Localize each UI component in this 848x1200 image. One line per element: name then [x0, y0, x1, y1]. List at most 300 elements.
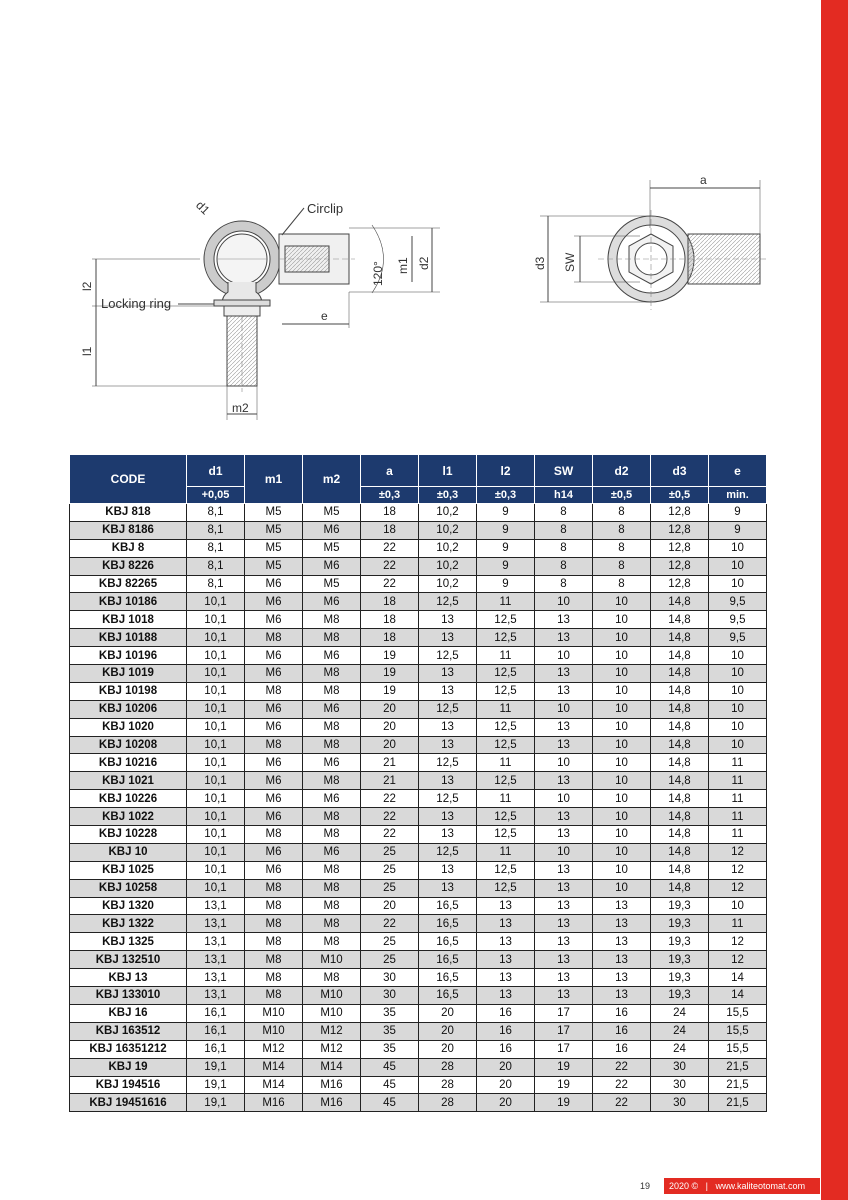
- cell-code: KBJ 1022: [70, 808, 187, 826]
- cell-d1: 10,1: [187, 790, 245, 808]
- cell-d2: 10: [593, 879, 651, 897]
- cell-code: KBJ 10216: [70, 754, 187, 772]
- cell-m1: M5: [245, 557, 303, 575]
- cell-l1: 12,5: [419, 593, 477, 611]
- cell-d1: 10,1: [187, 843, 245, 861]
- cell-sw: 17: [535, 1004, 593, 1022]
- cell-e: 9,5: [709, 593, 767, 611]
- cell-m1: M8: [245, 736, 303, 754]
- tolerance-d2: ±0,5: [593, 487, 651, 504]
- cell-m2: M6: [303, 557, 361, 575]
- cell-l1: 16,5: [419, 951, 477, 969]
- cell-e: 10: [709, 682, 767, 700]
- cell-d2: 22: [593, 1076, 651, 1094]
- table-row: [70, 969, 767, 987]
- cell-m1: M6: [245, 790, 303, 808]
- cell-e: 12: [709, 951, 767, 969]
- cell-m1: M8: [245, 682, 303, 700]
- table-row: [70, 647, 767, 665]
- label-d2: d2: [417, 256, 431, 270]
- cell-l2: 11: [477, 647, 535, 665]
- cell-m2: M12: [303, 1022, 361, 1040]
- cell-sw: 13: [535, 933, 593, 951]
- cell-sw: 13: [535, 897, 593, 915]
- cell-sw: 17: [535, 1022, 593, 1040]
- cell-d1: 10,1: [187, 665, 245, 683]
- cell-l2: 12,5: [477, 861, 535, 879]
- cell-d3: 30: [651, 1076, 709, 1094]
- cell-m2: M8: [303, 611, 361, 629]
- cell-l2: 12,5: [477, 665, 535, 683]
- cell-l2: 11: [477, 593, 535, 611]
- cell-code: KBJ 1019: [70, 665, 187, 683]
- cell-sw: 13: [535, 682, 593, 700]
- cell-d2: 16: [593, 1040, 651, 1058]
- cell-d3: 12,8: [651, 557, 709, 575]
- cell-m1: M6: [245, 611, 303, 629]
- cell-e: 15,5: [709, 1004, 767, 1022]
- cell-e: 9: [709, 521, 767, 539]
- table-row: [70, 754, 767, 772]
- footer-website[interactable]: www.kaliteotomat.com: [715, 1181, 806, 1191]
- table-row: [70, 951, 767, 969]
- cell-l2: 9: [477, 575, 535, 593]
- table-row: [70, 1022, 767, 1040]
- dimensions-table: [69, 454, 767, 1112]
- cell-l1: 13: [419, 772, 477, 790]
- table-row: [70, 1004, 767, 1022]
- cell-m2: M8: [303, 808, 361, 826]
- cell-a: 18: [361, 504, 419, 522]
- cell-sw: 10: [535, 593, 593, 611]
- cell-sw: 13: [535, 879, 593, 897]
- cell-m1: M8: [245, 826, 303, 844]
- cell-code: KBJ 1018: [70, 611, 187, 629]
- cell-m1: M6: [245, 843, 303, 861]
- cell-m1: M14: [245, 1058, 303, 1076]
- cell-sw: 17: [535, 1040, 593, 1058]
- cell-d2: 8: [593, 521, 651, 539]
- cell-code: KBJ 82265: [70, 575, 187, 593]
- cell-a: 30: [361, 987, 419, 1005]
- cell-a: 45: [361, 1058, 419, 1076]
- cell-e: 12: [709, 879, 767, 897]
- cell-l2: 13: [477, 915, 535, 933]
- cell-l2: 12,5: [477, 682, 535, 700]
- cell-e: 21,5: [709, 1094, 767, 1112]
- footer-copyright: 2020 ©: [669, 1181, 699, 1191]
- cell-a: 22: [361, 808, 419, 826]
- front-view: [540, 180, 768, 310]
- cell-l1: 10,2: [419, 521, 477, 539]
- cell-d2: 10: [593, 861, 651, 879]
- label-locking-ring: Locking ring: [101, 296, 172, 311]
- cell-l2: 20: [477, 1058, 535, 1076]
- table-row: [70, 1094, 767, 1112]
- cell-d1: 13,1: [187, 951, 245, 969]
- cell-a: 18: [361, 593, 419, 611]
- header-l1: l1: [419, 455, 477, 487]
- cell-a: 18: [361, 629, 419, 647]
- cell-a: 18: [361, 611, 419, 629]
- cell-m1: M8: [245, 987, 303, 1005]
- cell-sw: 10: [535, 790, 593, 808]
- cell-code: KBJ 194516: [70, 1076, 187, 1094]
- cell-m1: M6: [245, 665, 303, 683]
- cell-m1: M8: [245, 969, 303, 987]
- table-row: [70, 575, 767, 593]
- cell-l1: 16,5: [419, 915, 477, 933]
- cell-code: KBJ 1020: [70, 718, 187, 736]
- cell-d3: 14,8: [651, 700, 709, 718]
- cell-d2: 10: [593, 682, 651, 700]
- cell-code: KBJ 133010: [70, 987, 187, 1005]
- cell-d2: 16: [593, 1004, 651, 1022]
- cell-m2: M8: [303, 861, 361, 879]
- cell-l1: 13: [419, 718, 477, 736]
- cell-l2: 16: [477, 1004, 535, 1022]
- cell-a: 25: [361, 861, 419, 879]
- cell-sw: 8: [535, 575, 593, 593]
- cell-d3: 14,8: [651, 665, 709, 683]
- cell-m2: M8: [303, 772, 361, 790]
- cell-d1: 8,1: [187, 521, 245, 539]
- cell-d2: 13: [593, 987, 651, 1005]
- cell-m2: M6: [303, 521, 361, 539]
- cell-m2: M10: [303, 951, 361, 969]
- cell-code: KBJ 818: [70, 504, 187, 522]
- cell-code: KBJ 13: [70, 969, 187, 987]
- header-a: a: [361, 455, 419, 487]
- cell-m2: M10: [303, 1004, 361, 1022]
- cell-l1: 12,5: [419, 647, 477, 665]
- cell-e: 10: [709, 897, 767, 915]
- cell-m1: M8: [245, 879, 303, 897]
- cell-code: KBJ 16351212: [70, 1040, 187, 1058]
- cell-m2: M14: [303, 1058, 361, 1076]
- cell-d3: 12,8: [651, 575, 709, 593]
- cell-m1: M8: [245, 629, 303, 647]
- cell-d3: 14,8: [651, 593, 709, 611]
- cell-d2: 10: [593, 611, 651, 629]
- cell-l2: 12,5: [477, 772, 535, 790]
- cell-e: 12: [709, 861, 767, 879]
- cell-l2: 12,5: [477, 718, 535, 736]
- cell-l2: 11: [477, 843, 535, 861]
- cell-d2: 10: [593, 826, 651, 844]
- cell-a: 22: [361, 539, 419, 557]
- cell-a: 25: [361, 879, 419, 897]
- cell-d2: 13: [593, 897, 651, 915]
- cell-d2: 10: [593, 808, 651, 826]
- cell-l2: 13: [477, 933, 535, 951]
- cell-d2: 10: [593, 790, 651, 808]
- cell-d1: 10,1: [187, 754, 245, 772]
- table-row: [70, 1040, 767, 1058]
- cell-m2: M10: [303, 987, 361, 1005]
- cell-d2: 22: [593, 1058, 651, 1076]
- cell-sw: 10: [535, 754, 593, 772]
- cell-sw: 13: [535, 826, 593, 844]
- cell-a: 20: [361, 718, 419, 736]
- table-row: [70, 504, 767, 522]
- cell-e: 14: [709, 987, 767, 1005]
- cell-l1: 10,2: [419, 575, 477, 593]
- cell-d2: 10: [593, 843, 651, 861]
- cell-d1: 10,1: [187, 736, 245, 754]
- cell-code: KBJ 1320: [70, 897, 187, 915]
- table-row: [70, 700, 767, 718]
- cell-l2: 12,5: [477, 629, 535, 647]
- cell-a: 20: [361, 736, 419, 754]
- cell-a: 25: [361, 843, 419, 861]
- cell-m1: M6: [245, 718, 303, 736]
- cell-l2: 9: [477, 539, 535, 557]
- cell-d2: 10: [593, 647, 651, 665]
- cell-m1: M16: [245, 1094, 303, 1112]
- label-l1: l1: [80, 346, 94, 356]
- cell-l1: 16,5: [419, 987, 477, 1005]
- cell-sw: 8: [535, 557, 593, 575]
- cell-m1: M5: [245, 521, 303, 539]
- cell-d3: 12,8: [651, 521, 709, 539]
- cell-d1: 19,1: [187, 1094, 245, 1112]
- header-e: e: [709, 455, 767, 487]
- cell-sw: 13: [535, 629, 593, 647]
- cell-l2: 13: [477, 951, 535, 969]
- cell-d3: 14,8: [651, 861, 709, 879]
- cell-m2: M5: [303, 539, 361, 557]
- cell-m2: M6: [303, 754, 361, 772]
- cell-m1: M6: [245, 861, 303, 879]
- cell-d2: 13: [593, 951, 651, 969]
- cell-l1: 28: [419, 1076, 477, 1094]
- footer-separator: |: [705, 1181, 709, 1191]
- tolerance-d1: +0,05: [187, 487, 245, 504]
- cell-l1: 12,5: [419, 843, 477, 861]
- cell-sw: 13: [535, 987, 593, 1005]
- cell-d2: 16: [593, 1022, 651, 1040]
- cell-e: 10: [709, 700, 767, 718]
- cell-a: 19: [361, 665, 419, 683]
- table-row: [70, 861, 767, 879]
- cell-d3: 14,8: [651, 736, 709, 754]
- cell-sw: 13: [535, 808, 593, 826]
- cell-d2: 10: [593, 718, 651, 736]
- cell-code: KBJ 10258: [70, 879, 187, 897]
- table-row: [70, 826, 767, 844]
- label-a: a: [700, 173, 707, 187]
- table-row: [70, 539, 767, 557]
- cell-m2: M5: [303, 575, 361, 593]
- cell-m2: M8: [303, 629, 361, 647]
- cell-l1: 13: [419, 682, 477, 700]
- cell-d3: 12,8: [651, 504, 709, 522]
- cell-code: KBJ 8226: [70, 557, 187, 575]
- cell-code: KBJ 16: [70, 1004, 187, 1022]
- cell-m2: M8: [303, 736, 361, 754]
- cell-d2: 8: [593, 504, 651, 522]
- label-m1: m1: [396, 257, 410, 274]
- table-row: [70, 879, 767, 897]
- table-row: [70, 521, 767, 539]
- side-view: [92, 208, 440, 420]
- cell-d1: 13,1: [187, 969, 245, 987]
- label-sw: SW: [563, 252, 577, 272]
- header-sw: SW: [535, 455, 593, 487]
- cell-d2: 13: [593, 915, 651, 933]
- header-d3: d3: [651, 455, 709, 487]
- cell-l1: 13: [419, 665, 477, 683]
- cell-m2: M8: [303, 969, 361, 987]
- cell-m1: M6: [245, 593, 303, 611]
- cell-d3: 12,8: [651, 539, 709, 557]
- footer-bar: [664, 1178, 820, 1194]
- cell-e: 12: [709, 933, 767, 951]
- side-accent-bar: [821, 0, 848, 1200]
- cell-sw: 13: [535, 969, 593, 987]
- cell-code: KBJ 10186: [70, 593, 187, 611]
- cell-a: 35: [361, 1004, 419, 1022]
- cell-d3: 19,3: [651, 915, 709, 933]
- cell-l2: 13: [477, 897, 535, 915]
- cell-a: 35: [361, 1022, 419, 1040]
- cell-d1: 10,1: [187, 700, 245, 718]
- cell-code: KBJ 10188: [70, 629, 187, 647]
- cell-l1: 16,5: [419, 933, 477, 951]
- cell-sw: 10: [535, 843, 593, 861]
- cell-d1: 19,1: [187, 1076, 245, 1094]
- cell-d1: 13,1: [187, 915, 245, 933]
- cell-d3: 24: [651, 1004, 709, 1022]
- cell-m1: M6: [245, 575, 303, 593]
- cell-d2: 10: [593, 665, 651, 683]
- cell-a: 21: [361, 754, 419, 772]
- cell-l2: 13: [477, 987, 535, 1005]
- cell-sw: 19: [535, 1058, 593, 1076]
- label-d3: d3: [533, 256, 547, 270]
- cell-a: 22: [361, 915, 419, 933]
- cell-a: 18: [361, 521, 419, 539]
- cell-e: 15,5: [709, 1040, 767, 1058]
- cell-m2: M12: [303, 1040, 361, 1058]
- cell-l1: 13: [419, 826, 477, 844]
- cell-a: 21: [361, 772, 419, 790]
- cell-m2: M8: [303, 915, 361, 933]
- cell-e: 11: [709, 772, 767, 790]
- cell-m2: M16: [303, 1076, 361, 1094]
- cell-l1: 20: [419, 1022, 477, 1040]
- cell-l2: 12,5: [477, 611, 535, 629]
- cell-l1: 20: [419, 1040, 477, 1058]
- table-row: [70, 629, 767, 647]
- table-row: [70, 593, 767, 611]
- cell-m2: M6: [303, 647, 361, 665]
- header-d2: d2: [593, 455, 651, 487]
- cell-d1: 10,1: [187, 611, 245, 629]
- cell-m1: M10: [245, 1022, 303, 1040]
- cell-e: 10: [709, 557, 767, 575]
- cell-d2: 10: [593, 736, 651, 754]
- cell-d1: 8,1: [187, 504, 245, 522]
- cell-m2: M8: [303, 682, 361, 700]
- cell-e: 15,5: [709, 1022, 767, 1040]
- cell-code: KBJ 10228: [70, 826, 187, 844]
- cell-l2: 9: [477, 521, 535, 539]
- cell-d1: 16,1: [187, 1022, 245, 1040]
- cell-sw: 8: [535, 539, 593, 557]
- cell-d3: 14,8: [651, 826, 709, 844]
- cell-code: KBJ 19: [70, 1058, 187, 1076]
- cell-sw: 13: [535, 736, 593, 754]
- cell-e: 10: [709, 736, 767, 754]
- table-row: [70, 915, 767, 933]
- cell-a: 35: [361, 1040, 419, 1058]
- cell-code: KBJ 10196: [70, 647, 187, 665]
- cell-e: 14: [709, 969, 767, 987]
- cell-d2: 8: [593, 575, 651, 593]
- table-row: [70, 611, 767, 629]
- table-row: [70, 1076, 767, 1094]
- cell-m1: M10: [245, 1004, 303, 1022]
- cell-a: 25: [361, 951, 419, 969]
- table-row: [70, 987, 767, 1005]
- technical-drawing: [0, 160, 820, 430]
- cell-m1: M6: [245, 647, 303, 665]
- cell-l1: 12,5: [419, 754, 477, 772]
- cell-code: KBJ 1322: [70, 915, 187, 933]
- cell-d1: 13,1: [187, 897, 245, 915]
- cell-a: 45: [361, 1094, 419, 1112]
- cell-e: 10: [709, 718, 767, 736]
- table-row: [70, 772, 767, 790]
- cell-d2: 8: [593, 539, 651, 557]
- cell-m2: M6: [303, 593, 361, 611]
- header-code: CODE: [70, 455, 187, 504]
- cell-d3: 24: [651, 1022, 709, 1040]
- cell-l2: 11: [477, 754, 535, 772]
- cell-d3: 14,8: [651, 682, 709, 700]
- label-angle: 120°: [371, 261, 385, 286]
- cell-m1: M6: [245, 772, 303, 790]
- cell-l1: 28: [419, 1058, 477, 1076]
- cell-d1: 13,1: [187, 933, 245, 951]
- cell-e: 11: [709, 808, 767, 826]
- cell-sw: 8: [535, 504, 593, 522]
- cell-m1: M8: [245, 897, 303, 915]
- table-row: [70, 557, 767, 575]
- cell-e: 21,5: [709, 1058, 767, 1076]
- cell-code: KBJ 8: [70, 539, 187, 557]
- label-m2: m2: [232, 401, 249, 415]
- cell-m2: M5: [303, 504, 361, 522]
- cell-sw: 13: [535, 772, 593, 790]
- cell-d3: 19,3: [651, 933, 709, 951]
- cell-l1: 10,2: [419, 504, 477, 522]
- cell-l1: 12,5: [419, 790, 477, 808]
- cell-code: KBJ 132510: [70, 951, 187, 969]
- cell-d1: 10,1: [187, 718, 245, 736]
- cell-l2: 16: [477, 1022, 535, 1040]
- cell-d1: 10,1: [187, 629, 245, 647]
- cell-d1: 10,1: [187, 772, 245, 790]
- label-d1: d1: [193, 198, 213, 218]
- cell-a: 19: [361, 682, 419, 700]
- cell-code: KBJ 1021: [70, 772, 187, 790]
- cell-e: 21,5: [709, 1076, 767, 1094]
- table-row: [70, 718, 767, 736]
- cell-d1: 10,1: [187, 647, 245, 665]
